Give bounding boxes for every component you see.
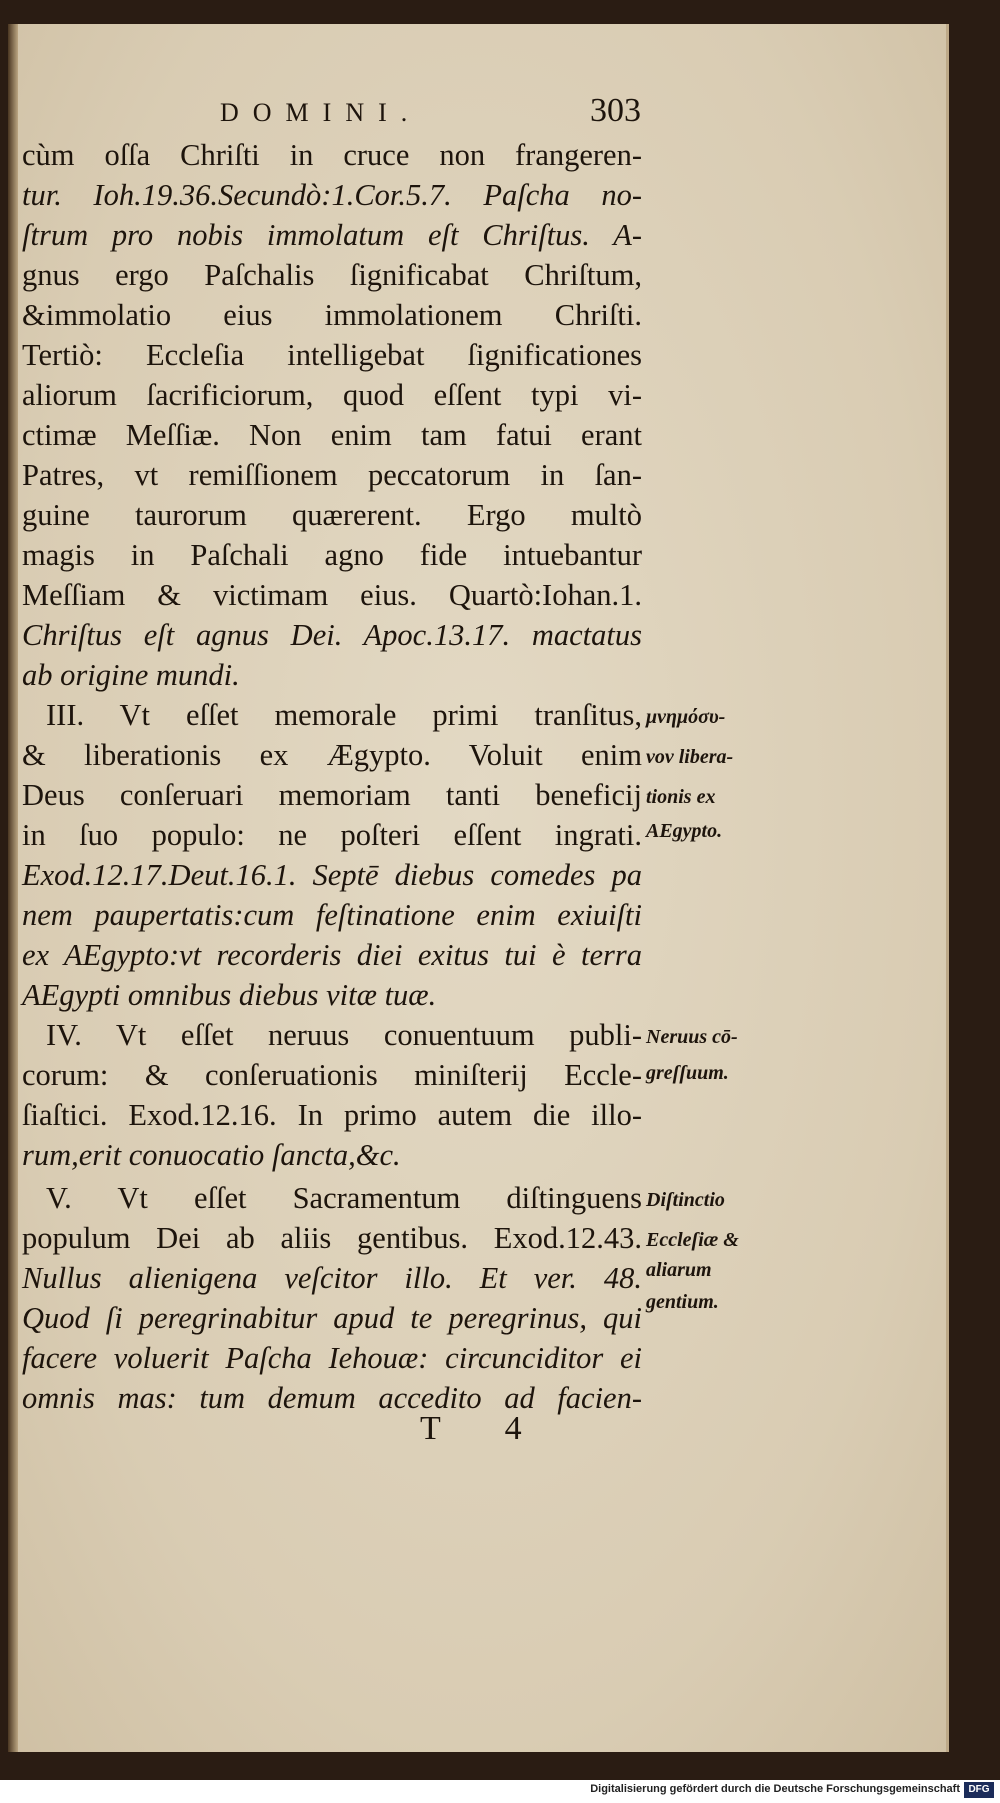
text-line: ex AEgypto:vt recorderis diei exitus tui è terra <box>22 938 642 972</box>
margin-note: tionis ex <box>646 786 716 808</box>
text-line: nem paupertatis:cum feſtinatione enim exiuiſti <box>22 898 642 932</box>
text-line: ab origine mundi. <box>22 658 240 692</box>
text-line: III. Vt eſſet memorale primi tranſitus, <box>46 698 642 732</box>
dfg-logo: DFG <box>964 1782 994 1798</box>
text-line: Exod.12.17.Deut.16.1. Septē diebus comedes pa <box>22 858 642 892</box>
text-line: guine taurorum quærerent. Ergo multò <box>22 498 642 532</box>
text-line: AEgypti omnibus diebus vitæ tuæ. <box>22 978 437 1012</box>
funding-notice: Digitalisierung gefördert durch die Deutsche Forschungsgemeinschaft <box>590 1783 960 1795</box>
text-line: facere voluerit Paſcha Iehouæ: circunciditor ei <box>22 1341 642 1375</box>
text-line: ſtrum pro nobis immolatum eſt Chriſtus. A- <box>22 218 642 252</box>
text-line: omnis mas: tum demum accedito ad facien- <box>22 1381 642 1415</box>
text-line: cùm oſſa Chriſti in cruce non frangeren- <box>22 138 642 172</box>
text-line: ſiaſtici. Exod.12.16. In primo autem die illo- <box>22 1098 642 1132</box>
text-line: Nullus alienigena veſcitor illo. Et ver. 48. <box>22 1261 642 1295</box>
margin-note: μνημόσυ- <box>646 706 726 728</box>
page-number: 303 <box>590 92 641 129</box>
text-line: Tertiò: Eccleſia intelligebat ſignificationes <box>22 338 642 372</box>
text-line: tur. Ioh.19.36.Secundò:1.Cor.5.7. Paſcha no- <box>22 178 642 212</box>
text-line: V. Vt eſſet Sacramentum diſtinguens <box>46 1181 642 1215</box>
signature-mark: T 4 <box>420 1410 550 1447</box>
text-line: Chriſtus eſt agnus Dei. Apoc.13.17. mactatus <box>22 618 642 652</box>
margin-note: AEgypto. <box>646 820 723 842</box>
text-line: IV. Vt eſſet neruus conuentuum publi- <box>46 1018 642 1052</box>
text-line: Meſſiam & victimam eius. Quartò:Iohan.1. <box>22 578 642 612</box>
margin-note: greſſuum. <box>646 1062 729 1084</box>
page-gutter <box>8 24 18 1752</box>
text-line: Patres, vt remiſſionem peccatorum in ſan- <box>22 458 642 492</box>
margin-note: gentium. <box>646 1291 719 1313</box>
margin-note: νον libera- <box>646 746 734 768</box>
margin-note: Diſtinctio <box>646 1189 725 1211</box>
text-line: rum,erit conuocatio ſancta,&c. <box>22 1138 401 1172</box>
text-line: magis in Paſchali agno fide intuebantur <box>22 538 642 572</box>
text-line: ctimæ Meſſiæ. Non enim tam fatui erant <box>22 418 642 452</box>
text-line: in ſuo populo: ne poſteri eſſent ingrati. <box>22 818 642 852</box>
running-head: DOMINI. <box>220 98 422 127</box>
text-line: Deus conſeruari memoriam tanti beneficij <box>22 778 642 812</box>
text-line: &immolatio eius immolationem Chriſti. <box>22 298 642 332</box>
margin-note: Neruus cō- <box>646 1026 738 1048</box>
text-line: Quod ſi peregrinabitur apud te peregrinus, qui <box>22 1301 642 1335</box>
text-line: & liberationis ex Ægypto. Voluit enim <box>22 738 642 772</box>
text-line: aliorum ſacrificiorum, quod eſſent typi vi- <box>22 378 642 412</box>
text-line: corum: & conſeruationis miniſterij Eccle- <box>22 1058 642 1092</box>
margin-note: aliarum <box>646 1259 712 1281</box>
text-line: populum Dei ab aliis gentibus. Exod.12.43. <box>22 1221 642 1255</box>
margin-note: Eccleſiæ & <box>646 1229 739 1251</box>
text-line: gnus ergo Paſchalis ſignificabat Chriſtum, <box>22 258 642 292</box>
